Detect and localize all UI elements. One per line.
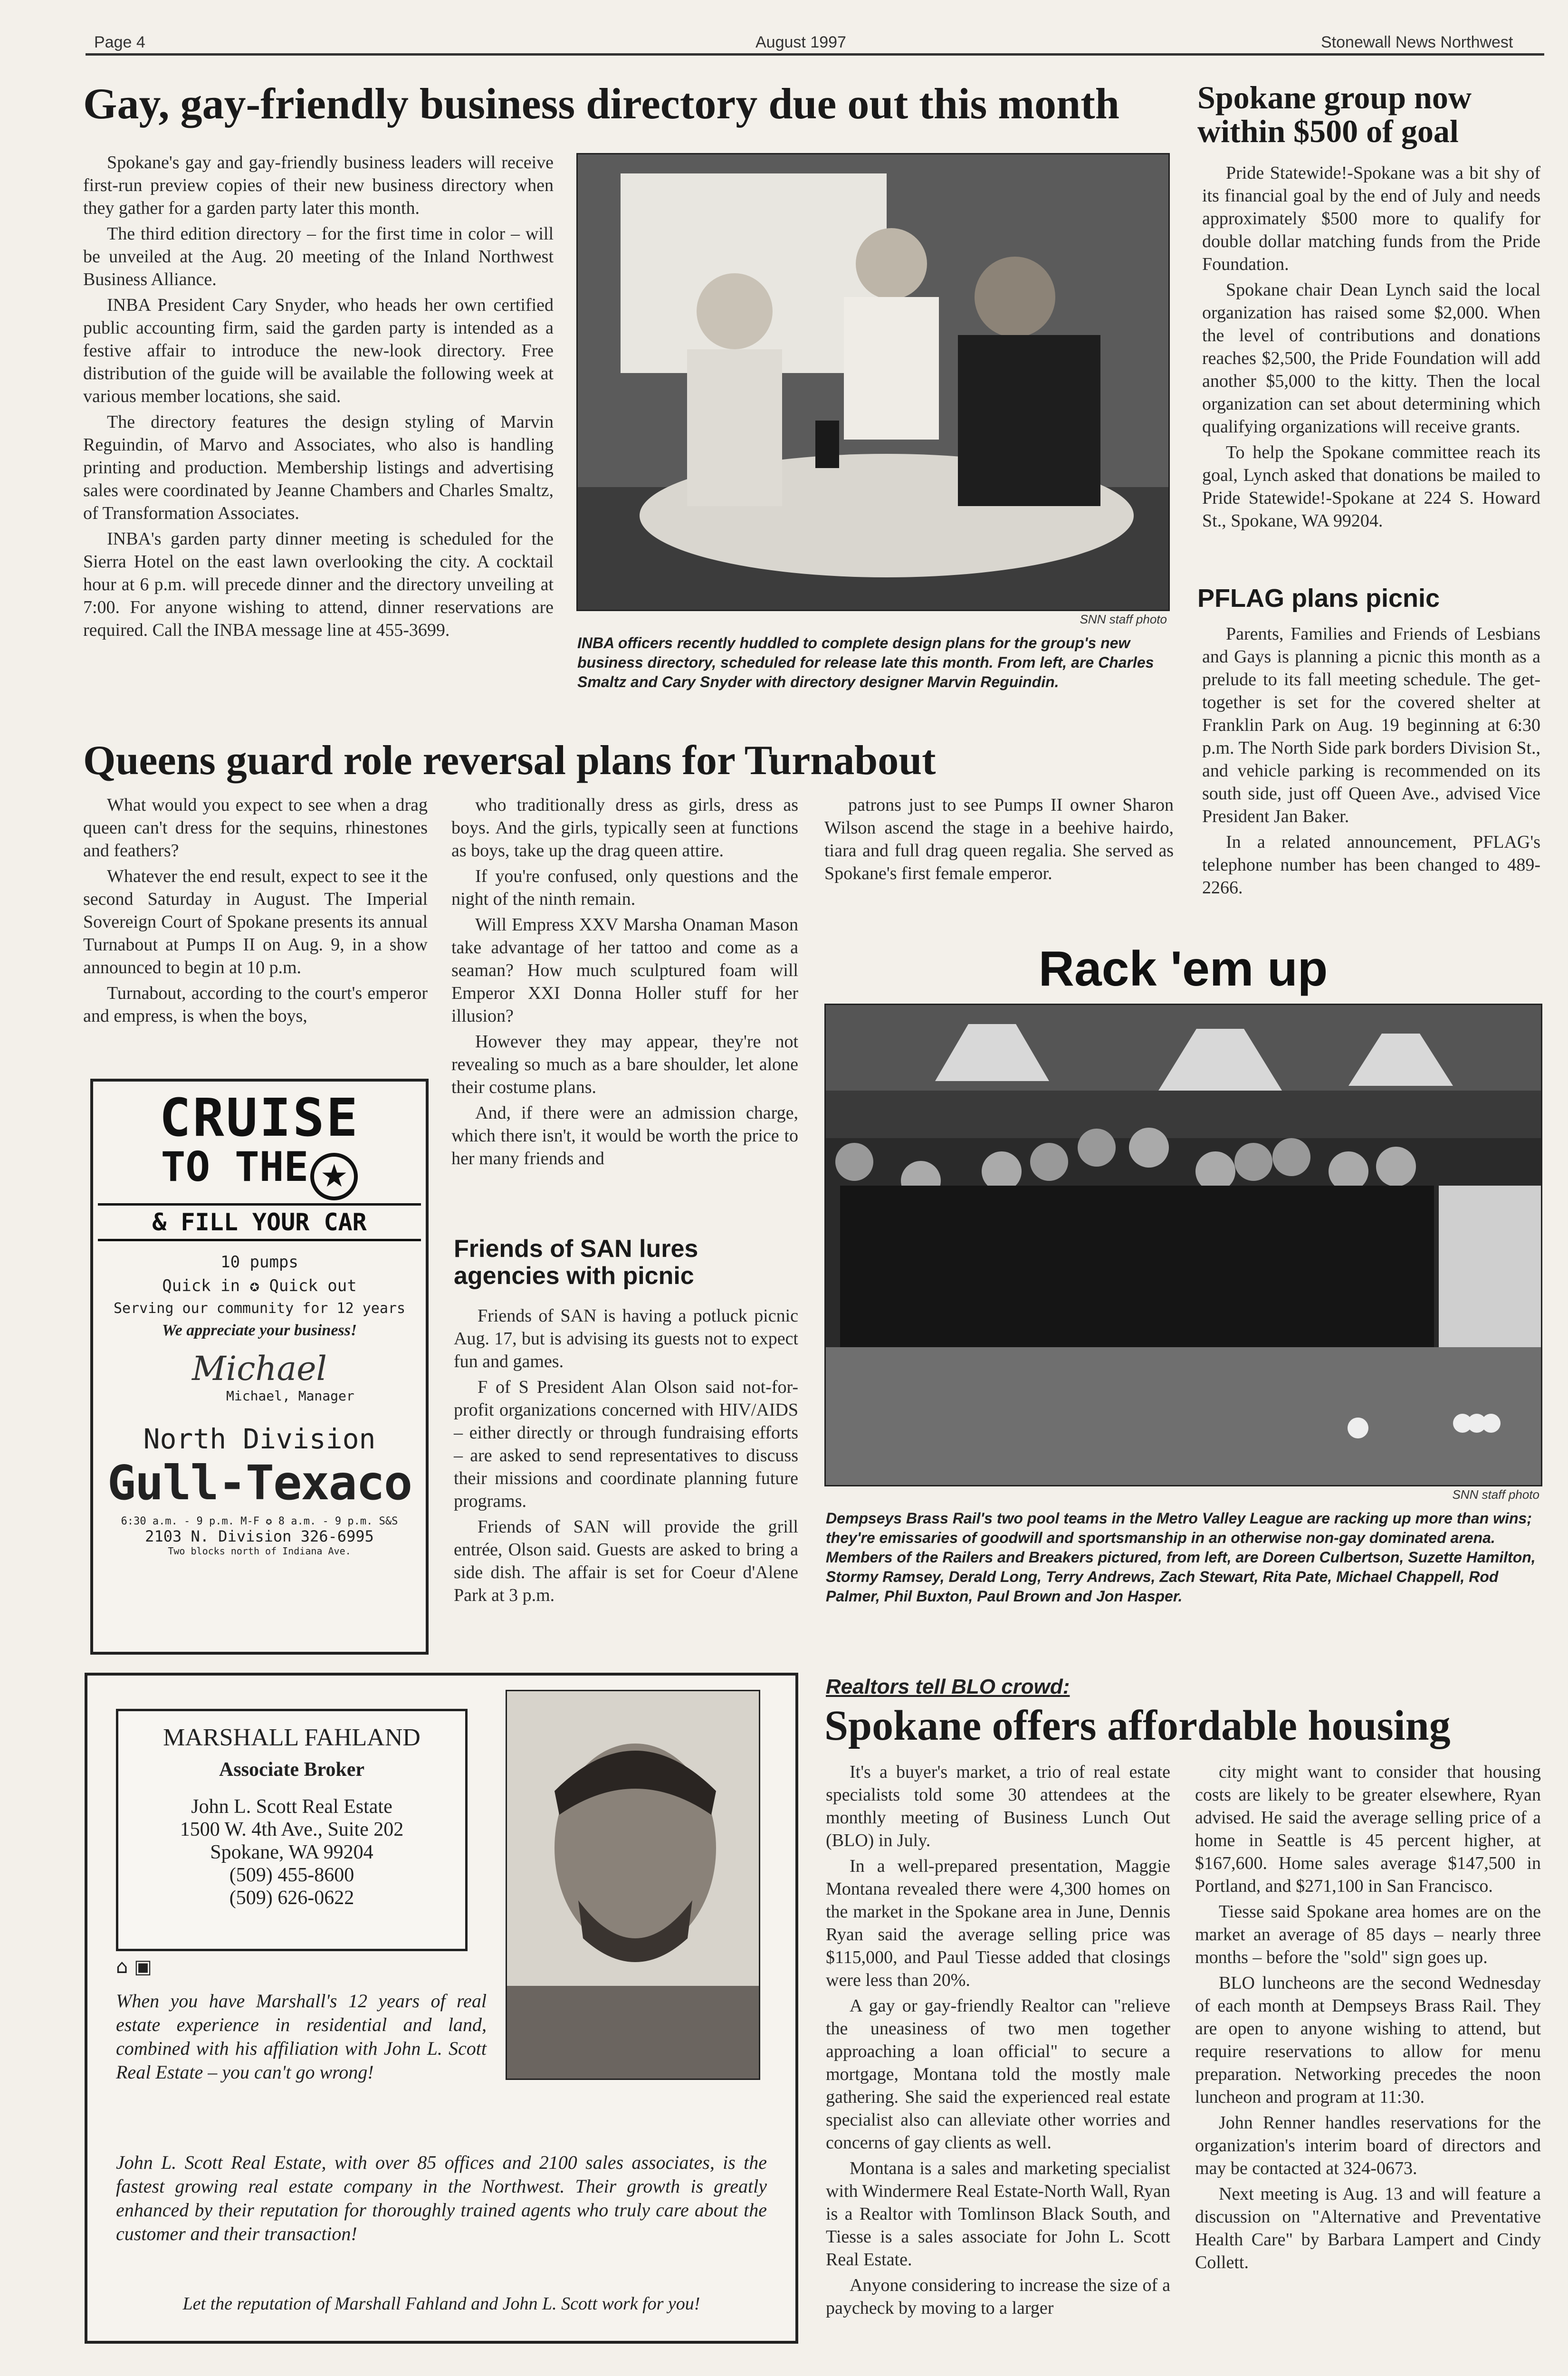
realtor-company: John L. Scott Real Estate <box>191 1796 392 1818</box>
pflag-para-2: In a related announcement, PFLAG's telephone number has been changed to 489-2266. <box>1202 832 1540 898</box>
realtor-phone-1: (509) 455-8600 <box>229 1864 354 1886</box>
turnabout-c2-para-2: If you're confused, only questions and the night of the ninth remain. <box>451 866 798 909</box>
pool-photo-caption: Dempseys Brass Rail's two pool teams in the Metro Valley League are racking up more than wins; they're emissaries of goodwill and sportsmanship in an otherwise non-gay dominated arena. Members of the Railers and Breakers pictured, from left, are Doreen Culbertson, Suzette Hamilton, Stormy Ramsey, Derald Long, Terry Andrews, Zach Stewart, Rita Pate, Michael Chappell, Rod Palmer, Phil Buxton, Paul Brown and Jon Hasper. <box>826 1510 1536 1605</box>
pflag-para-1: Parents, Families and Friends of Lesbians and Gays is planning a picnic this month as a prelude to its fall meeting schedule. The get-together is set for the covered shelter at Franklin Park on Aug. 19 beginning at 6:30 p.m. The North Side park borders Division St., and vehicle parking is recommended on its south side, just off Queen Ave., advised Vice President Jan Baker. <box>1202 624 1540 826</box>
turnabout-c1-para-2: Whatever the end result, expect to see it the second Saturday in August. The Imperial Sovereign Court of Spokane presents its annual Turnabout at Pumps II on Aug. 9, in a show announced to begin at 10 p.m. <box>83 866 428 977</box>
turnabout-c2-para-4: However they may appear, they're not revealing so much as a bare shoulder, let alone their costume plans. <box>451 1032 798 1097</box>
publication-name: Stonewall News Northwest <box>1321 33 1513 51</box>
pool-teams-photo <box>824 1004 1542 1486</box>
pflag-headline: PFLAG plans picnic <box>1197 584 1440 613</box>
portrait-illustration <box>507 1691 759 2079</box>
friends-of-san-headline: Friends of SAN lures agencies with picnic <box>454 1235 698 1290</box>
turnabout-c1-para-3: Turnabout, according to the court's emperor and empress, is when the boys, <box>83 983 428 1026</box>
housing-c1-para-4: Montana is a sales and marketing specialist with Windermere Real Estate-North Wall, Ryan is a Realtor with Tomlinson Black South, and Tiesse is a sales associate for John L. Scott Real Estate. <box>826 2158 1170 2270</box>
turnabout-col-2 <box>451 794 798 1173</box>
realtor-title: Associate Broker <box>219 1759 364 1781</box>
turnabout-c2-para-3: Will Empress XXV Marsha Onaman Mason take advantage of her tattoo and come as a seaman? How much sculptured foam will Emperor XXI Donna Holler stuff for her illusion? <box>451 915 798 1026</box>
texaco-brand: Gull-Texaco <box>107 1455 412 1511</box>
masthead-rule <box>86 53 1544 56</box>
friends-of-san-body <box>454 1304 798 1610</box>
texaco-cruise: CRUISE <box>159 1087 360 1148</box>
texaco-signature: Michael <box>192 1349 327 1388</box>
texaco-north-division: North Division <box>143 1423 376 1455</box>
realtor-card <box>116 1709 468 1951</box>
housing-headline: Spokane offers affordable housing <box>824 1702 1451 1749</box>
marshall-fahland-ad <box>85 1673 798 2344</box>
texaco-hours: 6:30 a.m. - 9 p.m. M-F ✪ 8 a.m. - 9 p.m. S&S <box>121 1515 398 1527</box>
directory-para-1: Spokane's gay and gay-friendly business leaders will receive first-run preview copies of their new business directory when they gather for a garden party later this month. <box>83 153 554 218</box>
page-number: Page 4 <box>94 33 145 51</box>
turnabout-c1-para-1: What would you expect to see when a drag queen can't dress for the sequins, rhinestones and feathers? <box>83 795 428 861</box>
spokane-goal-headline: Spokane group now within $500 of goal <box>1197 79 1472 150</box>
texaco-fill-your-car: & FILL YOUR CAR <box>98 1203 421 1241</box>
texaco-serving: Serving our community for 12 years <box>113 1300 406 1317</box>
housing-col-1 <box>826 1761 1170 2322</box>
friends-para-2: F of S President Alan Olson said not-for-profit organizations concerned with HIV/AIDS – either directly or through fundraising efforts – are asked to send representatives to discuss their missions and coordinate planning future programs. <box>454 1377 798 1511</box>
texaco-quick: Quick in ✪ Quick out <box>162 1276 357 1295</box>
turnabout-c3-para-1: patrons just to see Pumps II owner Sharon Wilson ascend the stage in a beehive hairdo, tiara and full drag queen regalia. She served as Spokane's first female emperor. <box>824 795 1174 883</box>
housing-c1-para-2: In a well-prepared presentation, Maggie Montana revealed there were 4,300 homes on the market in the Spokane area in June, Dennis Ryan said the average selling price was $115,000, and Paul Tiesse added that closings were less than 20%. <box>826 1856 1170 1990</box>
housing-c2-para-5: Next meeting is Aug. 13 and will feature a discussion on "Alternative and Preventative Health Care" by Barbara Lampert and Cindy Collett. <box>1195 2184 1541 2272</box>
realtor-city: Spokane, WA 99204 <box>210 1841 373 1863</box>
realtor-name: MARSHALL FAHLAND <box>163 1724 421 1751</box>
inba-photo-credit: SNN staff photo <box>1080 612 1167 626</box>
directory-para-3: INBA President Cary Snyder, who heads her own certified public accounting firm, said the garden party is intended as a festive affair to introduce the new-look directory. Free distribution of the guide will be available the following week at various member locations, she said. <box>83 295 554 406</box>
directory-para-5: INBA's garden party dinner meeting is scheduled for the Sierra Hotel on the east lawn overlooking the city. A cocktail hour at 6 p.m. will precede dinner and the directory unveiling at 7:00. For anyone wishing to attend, dinner reservations are required. Call the INBA message line at 455-3699. <box>83 529 554 640</box>
pool-photo-credit: SNN staff photo <box>1452 1487 1539 1502</box>
housing-c1-para-5: Anyone considering to increase the size of a paycheck by moving to a larger <box>826 2275 1170 2318</box>
texaco-pumps: 10 pumps <box>220 1253 298 1272</box>
pflag-body <box>1202 623 1540 902</box>
turnabout-col-3 <box>824 794 1174 888</box>
pool-photo-illustration <box>826 1005 1541 1485</box>
directory-para-4: The directory features the design styling of Marvin Reguindin, of Marvo and Associates, who also is handling printing and production. Membership listings and advertising sales were coordinated by Jeanne Chambers and Charles Smaltz, of Transformation Associates. <box>83 412 554 523</box>
friends-para-3: Friends of SAN will provide the grill entrée, Olson said. Guests are asked to bring a side dish. The affair is set for Coeur d'Alene Park at 3 p.m. <box>454 1517 798 1605</box>
gull-texaco-ad <box>90 1079 429 1655</box>
spokane-goal-para-1: Pride Statewide!-Spokane was a bit shy of its financial goal by the end of July and needs approximately $500 more to qualify for double dollar matching funds from the Pride Foundation. <box>1202 163 1540 274</box>
texaco-star-icon: ★ <box>310 1153 358 1200</box>
housing-kicker: Realtors tell BLO crowd: <box>826 1675 1070 1698</box>
inba-photo-caption: INBA officers recently huddled to complete design plans for the group's new business directory, scheduled for release late this month. From left, are Charles Smaltz and Cary Snyder with directory designer Marvin Reguindin. <box>577 634 1154 690</box>
realtor-portrait <box>506 1690 760 2080</box>
housing-c2-para-1: city might want to consider that housing costs are likely to be greater elsewhere, Ryan advised. He said the average selling price of a home in Seattle is 45 percent higher, at $167,600. Home sales average $147,500 in Portland, and $271,100 in San Francisco. <box>1195 1762 1541 1896</box>
spokane-goal-para-2: Spokane chair Dean Lynch said the local organization has raised some $2,000. When the level of contributions and donations reaches $2,500, the Pride Foundation will add another $5,000 to the kitty. Then the local organization can set about determining which qualifying organizations will receive grants. <box>1202 280 1540 437</box>
rack-em-up-headline: Rack 'em up <box>1038 941 1328 996</box>
spokane-goal-para-3: To help the Spokane committee reach its goal, Lynch asked that donations be mailed to Pride Statewide!-Spokane at 224 S. Howard St., Spokane, WA 99204. <box>1202 442 1540 531</box>
housing-c2-para-2: Tiesse said Spokane area homes are on the market an average of 85 days – nearly three months – before the "sold" sign goes up. <box>1195 1902 1541 1967</box>
texaco-to-the: TO THE <box>161 1143 309 1191</box>
realtor-tagline: Let the reputation of Marshall Fahland and John L. Scott work for you! <box>182 2294 700 2314</box>
realtor-pitch-2: John L. Scott Real Estate, with over 85 offices and 2100 sales associates, is the fastest growing real estate company in the Northwest. Their growth is greatly enhanced by their reputation for thoroughly trained agents who truly care about the customer and their transaction! <box>116 2152 767 2244</box>
texaco-manager: Michael, Manager <box>226 1388 354 1404</box>
turnabout-c2-para-1: who traditionally dress as girls, dress as boys. And the girls, typically seen at functions as boys, take up the drag queen attire. <box>451 795 798 861</box>
directory-headline: Gay, gay-friendly business directory due out this month <box>83 79 1119 128</box>
housing-c2-para-4: John Renner handles reservations for the organization's interim board of directors and may be contacted at 324-0673. <box>1195 2113 1541 2178</box>
turnabout-headline: Queens guard role reversal plans for Turnabout <box>83 738 936 784</box>
directory-para-2: The third edition directory – for the first time in color – will be unveiled at the Aug. 20 meeting of the Inland Northwest Business Alliance. <box>83 224 554 289</box>
housing-col-2 <box>1195 1761 1541 2277</box>
inba-officers-photo <box>576 153 1170 611</box>
turnabout-col-1 <box>83 794 428 1030</box>
issue-date: August 1997 <box>755 33 846 51</box>
housing-c1-para-3: A gay or gay-friendly Realtor can "relieve the uneasiness of two men together approaching a loan official" to secure a mortgage, Montana told the mostly male gathering. She said the experienced real estate specialist also can alleviate other worries and concerns of gay clients as well. <box>826 1996 1170 2153</box>
realtor-phone-2: (509) 626-0622 <box>229 1887 354 1909</box>
housing-c2-para-3: BLO luncheons are the second Wednesday of each month at Dempseys Brass Rail. They are open to anyone wishing to attend, but require reservations to allow for menu preparation. Networking precedes the noon luncheon and program at 11:30. <box>1195 1973 1541 2107</box>
housing-c1-para-1: It's a buyer's market, a trio of real estate specialists told some 30 attendees at the monthly meeting of Business Lunch Out (BLO) in July. <box>826 1762 1170 1850</box>
inba-photo-illustration <box>578 154 1168 610</box>
realtor-street: 1500 W. 4th Ave., Suite 202 <box>180 1819 404 1840</box>
turnabout-c2-para-5: And, if there were an admission charge, which there isn't, it would be worth the price to her many friends and <box>451 1103 798 1169</box>
texaco-directions: Two blocks north of Indiana Ave. <box>168 1545 351 1557</box>
friends-para-1: Friends of SAN is having a potluck picnic Aug. 17, but is advising its guests not to expect fun and games. <box>454 1306 798 1371</box>
spokane-goal-body <box>1202 162 1540 535</box>
realtor-pitch-1: When you have Marshall's 12 years of real estate experience in residential and land, combined with his affiliation with John L. Scott Real Estate – you can't go wrong! <box>116 1990 487 2083</box>
equal-housing-icon: ⌂ ▣ <box>116 1956 152 1978</box>
texaco-appreciate: We appreciate your business! <box>162 1322 357 1339</box>
texaco-address: 2103 N. Division 326-6995 <box>145 1527 374 1545</box>
directory-article-body <box>83 151 554 644</box>
texaco-to-the-row <box>93 1143 426 1200</box>
